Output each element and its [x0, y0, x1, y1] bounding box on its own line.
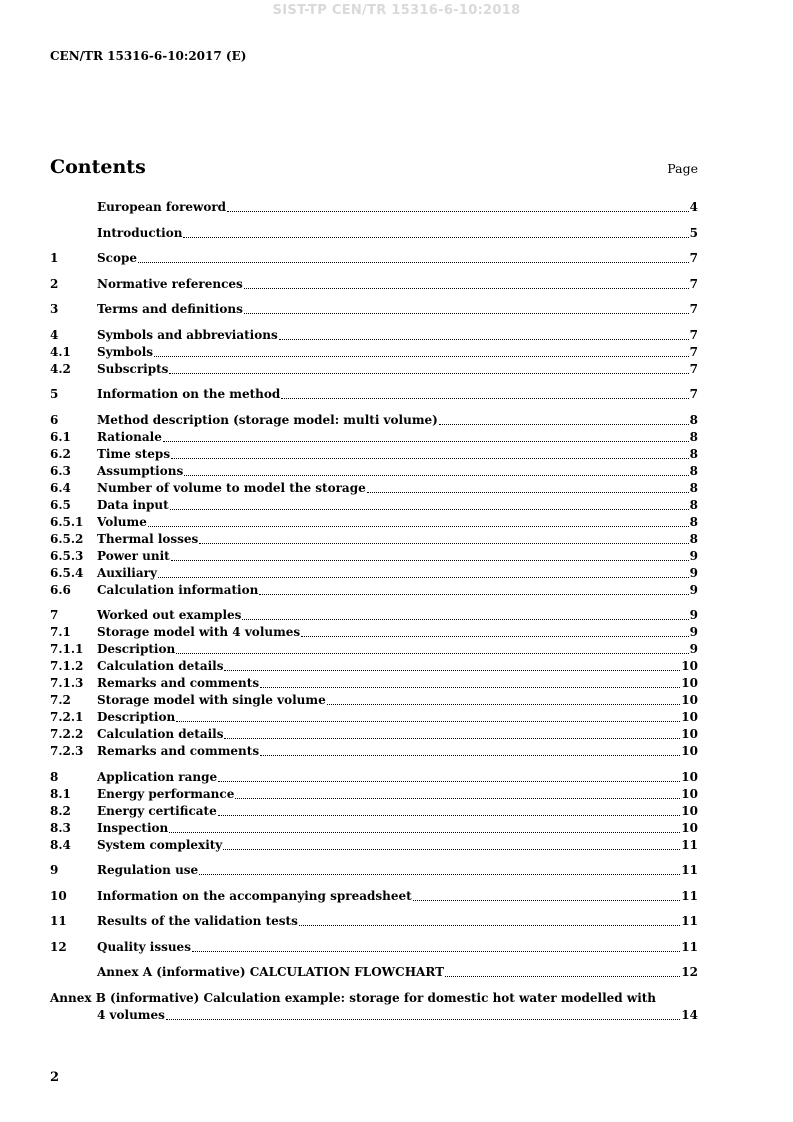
toc-entry-title: Results of the validation tests [97, 914, 298, 928]
toc-entry[interactable] [50, 837, 698, 854]
toc-entry-page: 8 [689, 531, 698, 546]
toc-entry-title: Energy performance [97, 786, 235, 801]
toc-entry-title: Data input [97, 497, 169, 512]
toc-entry-page: 9 [689, 548, 698, 563]
toc-entry[interactable] [50, 964, 698, 981]
dot-leader [199, 543, 688, 544]
dot-leader [169, 373, 688, 374]
toc-entry-number: 7.2 [50, 693, 71, 707]
dot-leader [169, 832, 680, 833]
toc-entry-title: Calculation information [97, 582, 259, 597]
toc-entry[interactable] [50, 888, 698, 905]
toc-entry-number: 9 [50, 863, 59, 877]
toc-entry[interactable] [50, 803, 698, 820]
toc-entry-page: 7 [689, 251, 698, 265]
toc-entry-title: Annex B (informative) Calculation example: storage for domestic hot water modelled with [50, 990, 657, 1005]
toc-entry-page: 8 [689, 429, 698, 444]
dot-leader [184, 475, 688, 476]
toc-entry-page: 7 [689, 344, 698, 359]
toc-entry[interactable] [50, 641, 698, 658]
toc-entry-title: Calculation details [97, 727, 224, 741]
toc-entry-title: Regulation use [97, 863, 199, 877]
toc-entry-number: 8.4 [50, 837, 71, 852]
dot-leader [199, 874, 680, 875]
toc-entry-title: Remarks and comments [97, 744, 260, 758]
toc-entry-title: 4 volumes [97, 1007, 165, 1022]
toc-entry-title: Volume [97, 514, 147, 529]
dot-leader [183, 237, 688, 238]
toc-entry-number: 6 [50, 412, 59, 427]
toc-entry-number: 6.4 [50, 480, 71, 495]
toc-entry-number: 7.1.2 [50, 659, 84, 673]
toc-entry-number: 3 [50, 302, 59, 316]
toc-entry-number: 6.5 [50, 497, 71, 512]
dot-leader [260, 687, 680, 688]
toc-entry-title: Normative references [97, 276, 243, 291]
toc-entry-title: Scope [97, 251, 138, 265]
toc-entry[interactable] [50, 276, 698, 293]
toc-entry-number: 8.3 [50, 820, 71, 835]
toc-entry-number: 6.3 [50, 463, 71, 478]
toc-entry-page: 14 [681, 1007, 698, 1022]
toc-entry-title: System complexity [97, 837, 223, 852]
toc-entry-page: 9 [689, 582, 698, 597]
toc-entry[interactable] [50, 548, 698, 565]
toc-entry-title: Assumptions [97, 463, 184, 478]
toc-entry-title: Remarks and comments [97, 676, 260, 690]
toc-entry[interactable] [50, 786, 698, 803]
toc-entry-page: 10 [681, 769, 698, 784]
toc-entry-page: 10 [681, 727, 698, 741]
toc-entry[interactable] [50, 344, 698, 361]
toc-entry-number: 8.1 [50, 786, 71, 801]
toc-entry[interactable] [50, 412, 698, 429]
toc-entry-number: 6.6 [50, 582, 71, 597]
toc-entry[interactable] [50, 531, 698, 548]
toc-entry-title: Annex A (informative) CALCULATION FLOWCHART [97, 965, 445, 979]
dot-leader [176, 653, 688, 654]
dot-leader [281, 398, 688, 399]
toc-entry-title: Calculation details [97, 659, 224, 673]
dot-leader [367, 492, 689, 493]
toc-entry-page: 10 [681, 820, 698, 835]
toc-entry[interactable] [50, 429, 698, 446]
toc-entry[interactable] [50, 514, 698, 531]
toc-entry-number: 7.2.2 [50, 727, 84, 741]
toc-entry-page: 12 [681, 965, 698, 979]
dot-leader [148, 526, 689, 527]
toc-entry-number: 4.1 [50, 344, 71, 359]
toc-entry[interactable] [50, 862, 698, 879]
toc-entry-title: Storage model with single volume [97, 693, 326, 707]
toc-entry-number: 2 [50, 276, 59, 291]
document-identifier: CEN/TR 15316-6-10:2017 (E) [50, 49, 247, 63]
toc-entry-page: 11 [681, 837, 698, 852]
toc-entry-number: 12 [50, 939, 67, 954]
toc-entry-number: 8 [50, 769, 59, 784]
toc-entry-number: 7.1.1 [50, 642, 84, 656]
toc-entry-page: 10 [681, 659, 698, 673]
toc-entry-number: 7.1 [50, 625, 71, 639]
page-number: 2 [50, 1070, 60, 1085]
dot-leader [218, 815, 681, 816]
dot-leader [327, 704, 681, 705]
dot-leader [218, 781, 680, 782]
toc-entry[interactable] [50, 386, 698, 403]
toc-entry-title: Application range [97, 769, 218, 784]
toc-entry-title: Description [97, 642, 176, 656]
dot-leader [299, 925, 680, 926]
dot-leader [224, 738, 680, 739]
toc-entry-title: Storage model with 4 volumes [97, 625, 301, 639]
toc-entry-title: Time steps [97, 446, 171, 461]
toc-entry[interactable] [50, 769, 698, 786]
toc-entry[interactable] [50, 199, 698, 216]
toc-entry-title: Inspection [97, 820, 169, 835]
dot-leader [171, 458, 689, 459]
toc-entry-page: 11 [681, 863, 698, 877]
contents-heading: Contents [50, 156, 146, 178]
toc-entry-number: 6.2 [50, 446, 71, 461]
toc-entry[interactable] [50, 582, 698, 599]
dot-leader [176, 721, 680, 722]
toc-entry-number: 6.5.1 [50, 514, 84, 529]
toc-entry-title: European foreword [97, 200, 227, 214]
toc-entry-number: 5 [50, 387, 59, 401]
toc-entry-number: 6.5.2 [50, 531, 84, 546]
toc-entry[interactable] [50, 250, 698, 267]
toc-entry-number: 1 [50, 251, 59, 265]
dot-leader [158, 577, 689, 578]
dot-leader [439, 424, 689, 425]
toc-entry-page: 10 [681, 786, 698, 801]
toc-entry-page: 8 [689, 463, 698, 478]
toc-entry-page: 10 [681, 676, 698, 690]
toc-entry-page: 11 [681, 914, 698, 928]
toc-entry-page: 8 [689, 480, 698, 495]
toc-entry[interactable] [50, 939, 698, 956]
toc-entry[interactable] [50, 692, 698, 709]
toc-entry[interactable] [50, 361, 698, 378]
dot-leader [171, 560, 689, 561]
toc-entry-number: 10 [50, 888, 67, 903]
page-column-label: Page [667, 161, 698, 176]
toc-entry-page: 7 [689, 276, 698, 291]
toc-entry-page: 11 [681, 888, 698, 903]
toc-entry-title: Symbols and abbreviations [97, 327, 278, 342]
toc-entry-page: 10 [681, 693, 698, 707]
toc-entry-page: 8 [689, 497, 698, 512]
toc-entry-page: 10 [681, 744, 698, 758]
toc-entry-title: Thermal losses [97, 531, 199, 546]
toc-entry-title: Power unit [97, 548, 170, 563]
toc-entry-title: Information on the accompanying spreadsheet [97, 888, 412, 903]
dot-leader [192, 951, 680, 952]
toc-entry-title: Method description (storage model: multi volume) [97, 412, 438, 427]
toc-entry-number: 4 [50, 327, 59, 342]
toc-entry[interactable] [50, 497, 698, 514]
toc-entry[interactable] [50, 607, 698, 624]
toc-entry[interactable] [50, 463, 698, 480]
toc-entry-page: 9 [689, 625, 698, 639]
toc-entry-page: 5 [689, 225, 698, 240]
dot-leader [244, 288, 689, 289]
toc-entry-page: 7 [689, 327, 698, 342]
toc-entry-title: Information on the method [97, 387, 281, 401]
toc-entry[interactable] [50, 327, 698, 344]
toc-entry-number: 7.2.1 [50, 710, 84, 724]
dot-leader [224, 670, 680, 671]
toc-entry-title: Auxiliary [97, 565, 157, 580]
toc-entry-number: 6.5.4 [50, 565, 84, 580]
toc-entry-number: 7.1.3 [50, 676, 84, 690]
toc-entry-title: Worked out examples [97, 608, 242, 622]
toc-entry-title: Terms and definitions [97, 302, 243, 316]
dot-leader [163, 441, 689, 442]
dot-leader [235, 798, 680, 799]
toc-entry[interactable] [50, 225, 698, 242]
dot-leader [154, 356, 689, 357]
toc-entry-number: 4.2 [50, 361, 71, 376]
toc-entry[interactable] [50, 820, 698, 837]
toc-entry-title: Subscripts [97, 361, 169, 376]
toc-entry[interactable] [50, 675, 698, 692]
toc-entry[interactable] [50, 624, 698, 641]
toc-entry-page: 10 [681, 710, 698, 724]
toc-entry-number: 6.1 [50, 429, 71, 444]
dot-leader [413, 900, 681, 901]
toc-entry[interactable] [50, 565, 698, 582]
dot-leader [227, 211, 689, 212]
toc-entry-number: 11 [50, 914, 67, 928]
toc-entry-title: Quality issues [97, 939, 191, 954]
toc-entry[interactable] [50, 726, 698, 743]
toc-entry-page: 8 [689, 412, 698, 427]
toc-entry[interactable] [50, 913, 698, 930]
toc-entry-number: 8.2 [50, 803, 71, 818]
watermark: SIST-TP CEN/TR 15316-6-10:2018 [272, 3, 521, 18]
toc-entry-page: 10 [681, 803, 698, 818]
toc-entry-number: 7.2.3 [50, 744, 84, 758]
toc-entry[interactable] [50, 301, 698, 318]
toc-entry[interactable] [50, 658, 698, 675]
dot-leader [242, 619, 688, 620]
toc-entry-page: 8 [689, 446, 698, 461]
dot-leader [445, 976, 680, 977]
toc-entry[interactable] [50, 446, 698, 463]
toc-entry[interactable] [50, 743, 698, 760]
dot-leader [223, 849, 680, 850]
toc-entry-title: Rationale [97, 429, 162, 444]
toc-entry-page: 7 [689, 387, 698, 401]
toc-entry-annex-b[interactable] [50, 990, 698, 1024]
toc-entry-page: 9 [689, 565, 698, 580]
dot-leader [170, 509, 689, 510]
dot-leader [279, 339, 689, 340]
toc-entry-number: 7 [50, 608, 59, 622]
toc-entry-page: 9 [689, 642, 698, 656]
dot-leader [259, 594, 688, 595]
toc-entry-page: 7 [689, 302, 698, 316]
toc-entries [50, 199, 698, 981]
toc-entry-number: 6.5.3 [50, 548, 84, 563]
toc-entry-title: Description [97, 710, 176, 724]
toc-entry[interactable] [50, 709, 698, 726]
toc-entry-page: 11 [681, 939, 698, 954]
toc-entry-page: 8 [689, 514, 698, 529]
toc-entry-title: Energy certificate [97, 803, 217, 818]
dot-leader [138, 262, 689, 263]
toc-entry-page: 4 [689, 200, 698, 214]
toc-entry-title: Symbols [97, 344, 154, 359]
dot-leader [301, 636, 688, 637]
dot-leader [166, 1019, 680, 1020]
toc-entry[interactable] [50, 480, 698, 497]
toc-entry-title: Introduction [97, 225, 183, 240]
table-of-contents [50, 199, 698, 1024]
dot-leader [244, 313, 689, 314]
toc-entry-page: 7 [689, 361, 698, 376]
dot-leader [260, 755, 680, 756]
toc-entry-page: 9 [689, 608, 698, 622]
toc-entry-title: Number of volume to model the storage [97, 480, 366, 495]
